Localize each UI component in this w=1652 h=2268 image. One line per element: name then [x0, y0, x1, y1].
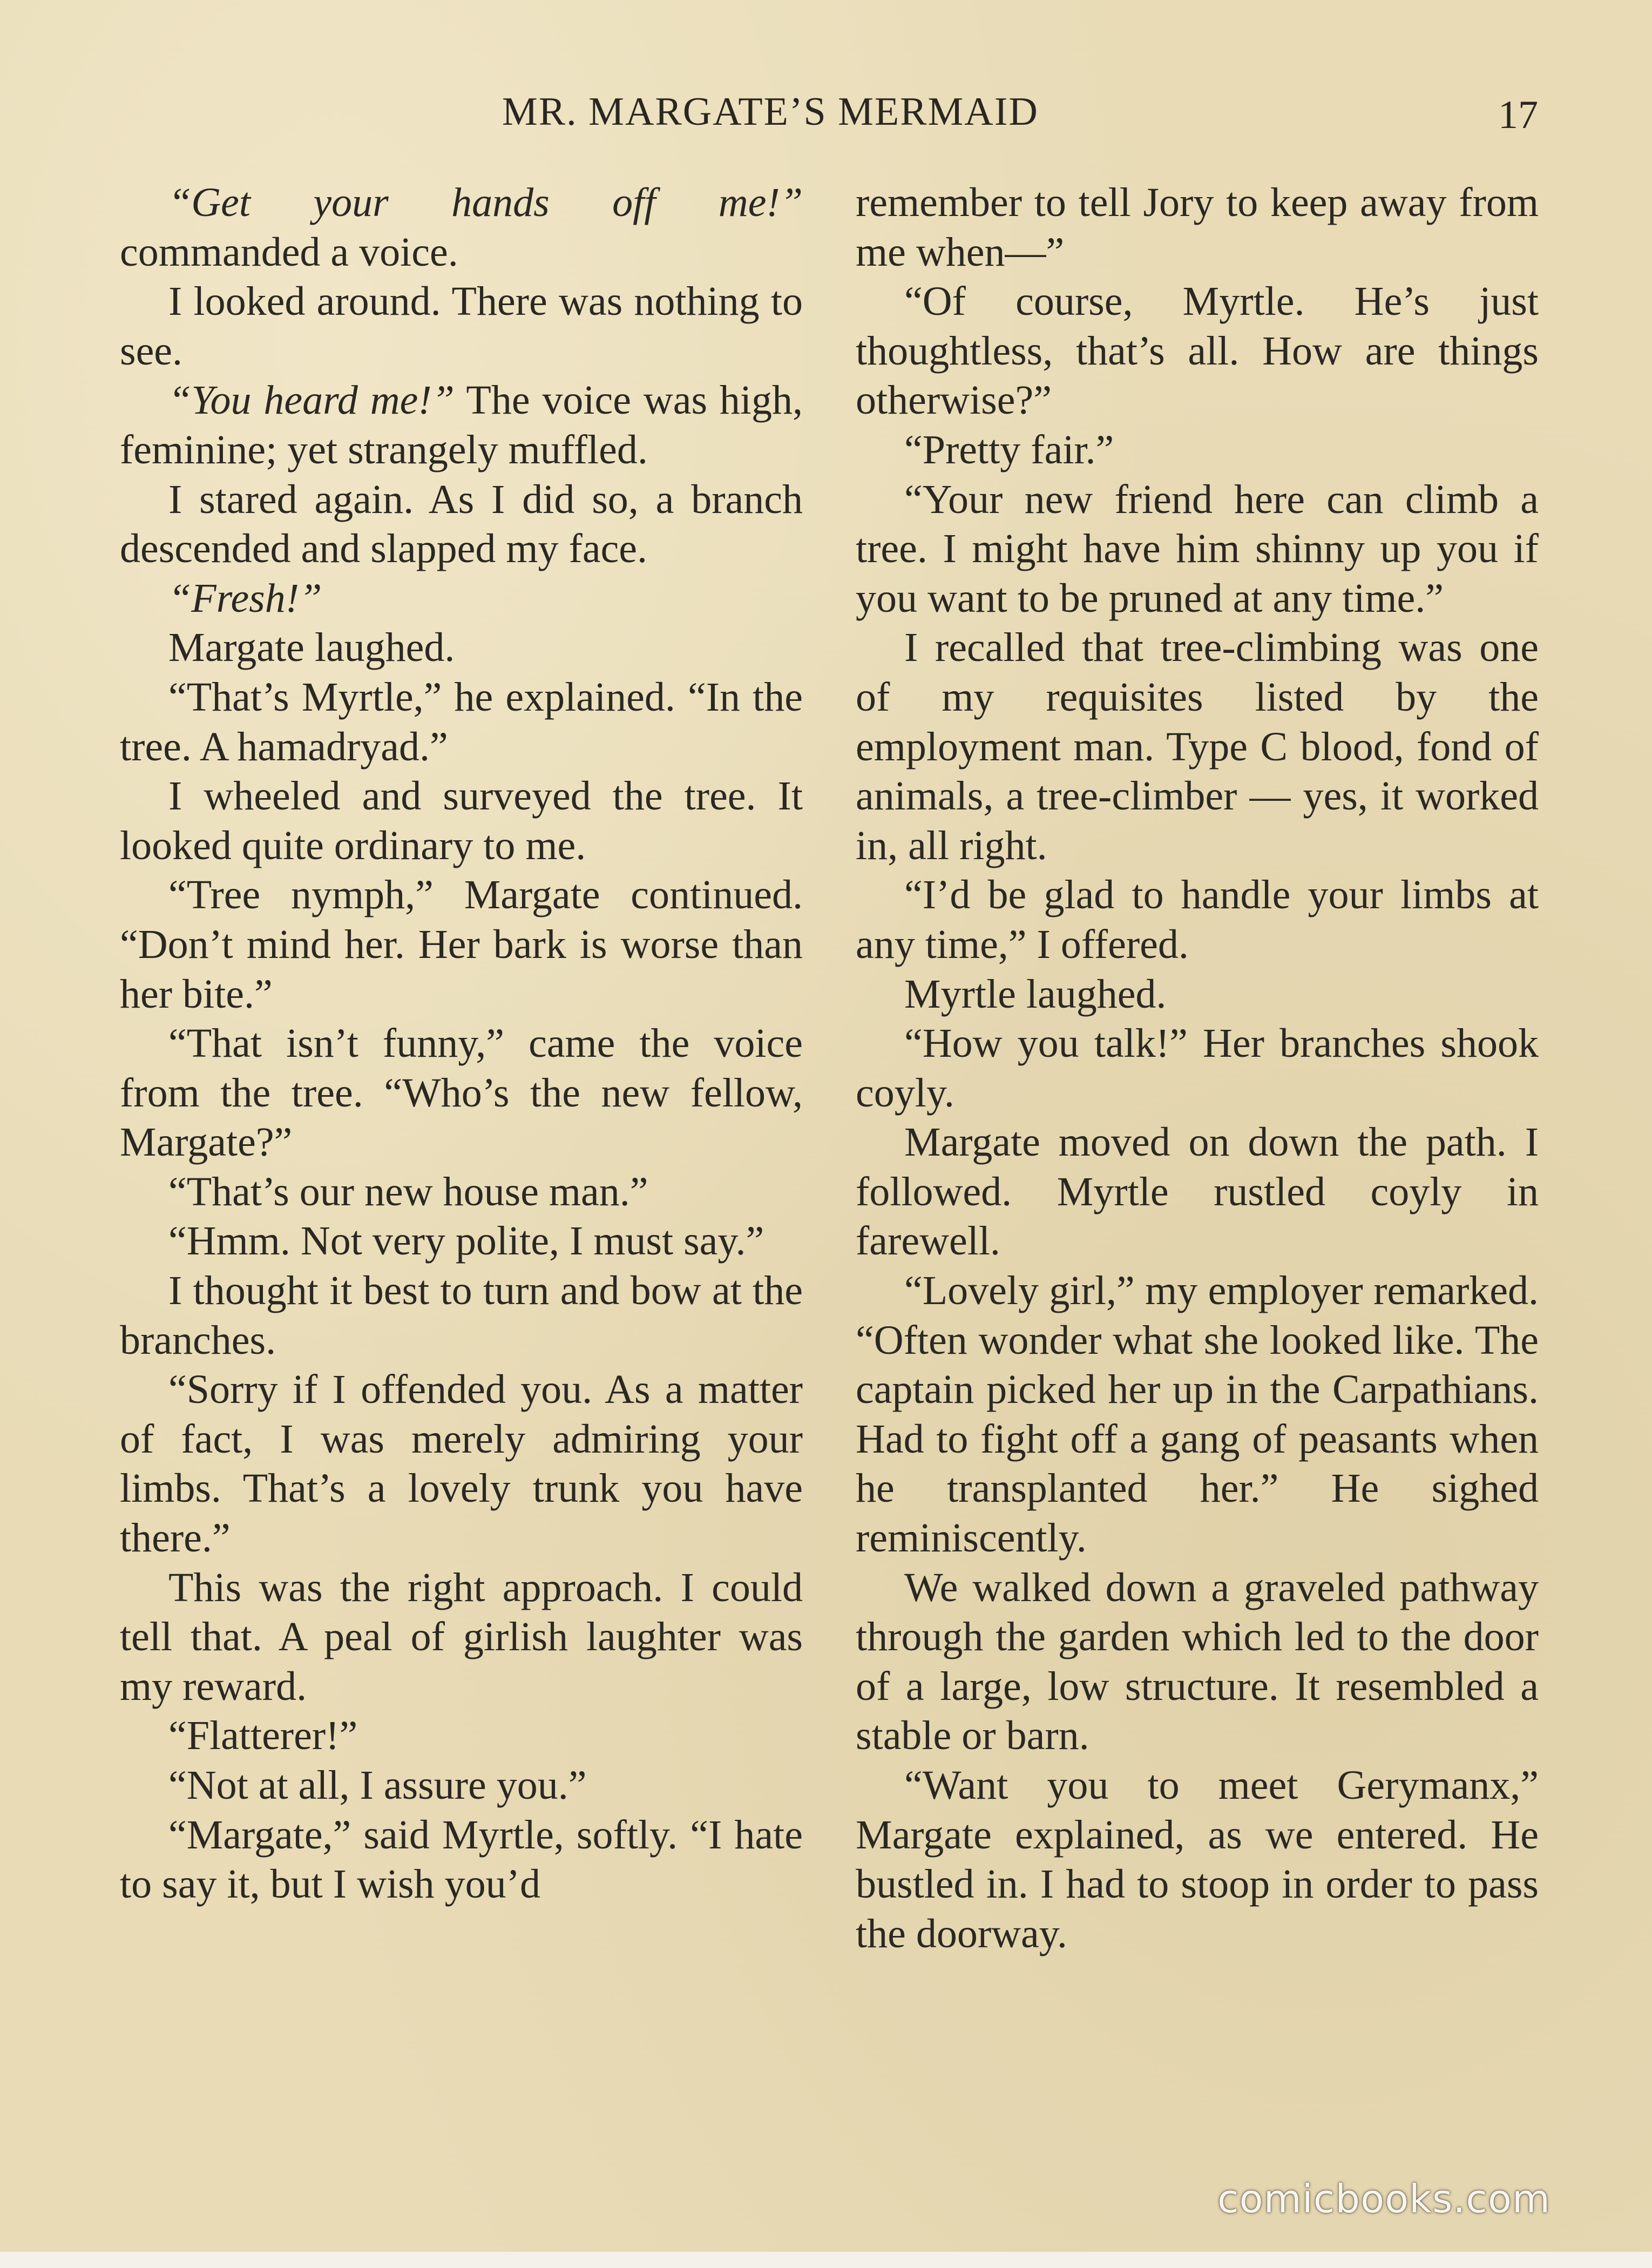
paragraph	[856, 970, 1539, 1020]
page-number: 17	[1498, 93, 1538, 137]
paragraph	[120, 1811, 803, 1909]
paragraph-text: I stared again. As I did so, a branch descended and slapped my face.	[120, 476, 803, 572]
paragraph-text: remember to tell Jory to keep away from me when—”	[856, 180, 1539, 275]
site-watermark: comicbooks.com	[1217, 2176, 1551, 2222]
running-title: MR. MARGATE’S MERMAID	[502, 90, 1039, 134]
paragraph-text: “Sorry if I offended you. As a matter of fact, I was merely admiring your limbs. That’s a lovely trunk you have there.”	[120, 1367, 803, 1561]
paragraph	[856, 1761, 1539, 1959]
paragraph	[856, 870, 1539, 969]
paragraph	[120, 475, 803, 574]
paragraph	[856, 623, 1539, 870]
page-edge	[0, 2252, 1652, 2268]
paragraph	[120, 1266, 803, 1365]
paragraph	[120, 1167, 803, 1217]
italic-speech: “Get your hands off me!”	[168, 180, 803, 225]
paragraph-text: I looked around. There was nothing to see.	[120, 279, 803, 374]
paragraph-text: “Want you to meet Gerymanx,” Margate explained, as we entered. He bustled in. I had to stoop in order to pass the doorway.	[856, 1763, 1539, 1956]
paragraph	[120, 1711, 803, 1761]
paragraph	[120, 178, 803, 277]
paragraph-text: commanded a voice.	[120, 229, 458, 275]
left-text-column	[120, 178, 803, 1909]
italic-speech: “Fresh!”	[168, 575, 322, 621]
running-head	[0, 89, 1652, 148]
paragraph-text: “Your new friend here can climb a tree. I might have him shinny up you if you want to be pruned at any time.”	[856, 476, 1539, 621]
paragraph	[120, 1563, 803, 1712]
paragraph-text: “How you talk!” Her branches shook coyly.	[856, 1021, 1539, 1116]
paragraph	[120, 277, 803, 376]
paragraph	[120, 574, 803, 624]
paragraph	[856, 1118, 1539, 1266]
paragraph	[120, 772, 803, 870]
paragraph	[120, 623, 803, 673]
paragraph-text: Myrtle laughed.	[904, 971, 1167, 1017]
paragraph-text: “Not at all, I assure you.”	[168, 1763, 587, 1808]
paragraph-text: “Of course, Myrtle. He’s just thoughtless, that’s all. How are things otherwise?”	[856, 279, 1539, 423]
paragraph	[856, 1019, 1539, 1118]
paragraph-text: Margate moved on down the path. I followed. Myrtle rustled coyly in farewell.	[856, 1119, 1539, 1264]
paragraph	[120, 1365, 803, 1563]
paragraph-text: “I’d be glad to handle your limbs at any time,” I offered.	[856, 872, 1539, 967]
paragraph	[120, 673, 803, 772]
right-text-column	[856, 178, 1539, 1959]
paragraph-text: This was the right approach. I could tell that. A peal of girlish laughter was my reward.	[120, 1564, 803, 1709]
italic-speech: “You heard me!”	[168, 377, 455, 423]
paragraph	[120, 1217, 803, 1266]
paragraph	[856, 1266, 1539, 1563]
paragraph-text: “Lovely girl,” my employer remarked. “Often wonder what she looked like. The captain picked her up in the Carpathians. Had to fight off a gang of peasants when he transplanted her.” He sighed reminiscently.	[856, 1268, 1539, 1561]
paragraph-text: We walked down a graveled pathway through the garden which led to the door of a large, low structure. It resembled a stable or barn.	[856, 1564, 1539, 1759]
paragraph-text: “Margate,” said Myrtle, softly. “I hate to say it, but I wish you’d	[120, 1812, 803, 1907]
paragraph-text: I recalled that tree-climbing was one of my requisites listed by the employment man. Type C blood, fond of animals, a tree-climber — yes, it worked in, all right.	[856, 625, 1539, 868]
paragraph	[120, 1019, 803, 1167]
paragraph	[120, 376, 803, 475]
paragraph	[856, 1563, 1539, 1761]
paragraph	[856, 475, 1539, 624]
paragraph	[120, 1761, 803, 1811]
paragraph	[856, 426, 1539, 475]
paragraph-text: “That’s our new house man.”	[168, 1169, 648, 1214]
paragraph-text: “That isn’t funny,” came the voice from the tree. “Who’s the new fellow, Margate?”	[120, 1021, 803, 1165]
paragraph	[856, 277, 1539, 426]
paragraph-text: The voice was high, feminine; yet strangely muffled.	[120, 377, 803, 473]
paragraph-text: “Tree nymph,” Margate continued. “Don’t mind her. Her bark is worse than her bite.”	[120, 872, 803, 1017]
paragraph	[120, 870, 803, 1019]
paragraph-text: “That’s Myrtle,” he explained. “In the tree. A hamadryad.”	[120, 674, 803, 770]
paragraph-text: “Hmm. Not very polite, I must say.”	[168, 1218, 764, 1264]
paragraph-text: I thought it best to turn and bow at the branches.	[120, 1268, 803, 1363]
paragraph	[856, 178, 1539, 277]
paragraph-text: Margate laughed.	[168, 625, 455, 671]
paragraph-text: “Pretty fair.”	[904, 427, 1114, 473]
paragraph-text: “Flatterer!”	[168, 1713, 358, 1759]
paragraph-text: I wheeled and surveyed the tree. It looked quite ordinary to me.	[120, 773, 803, 868]
